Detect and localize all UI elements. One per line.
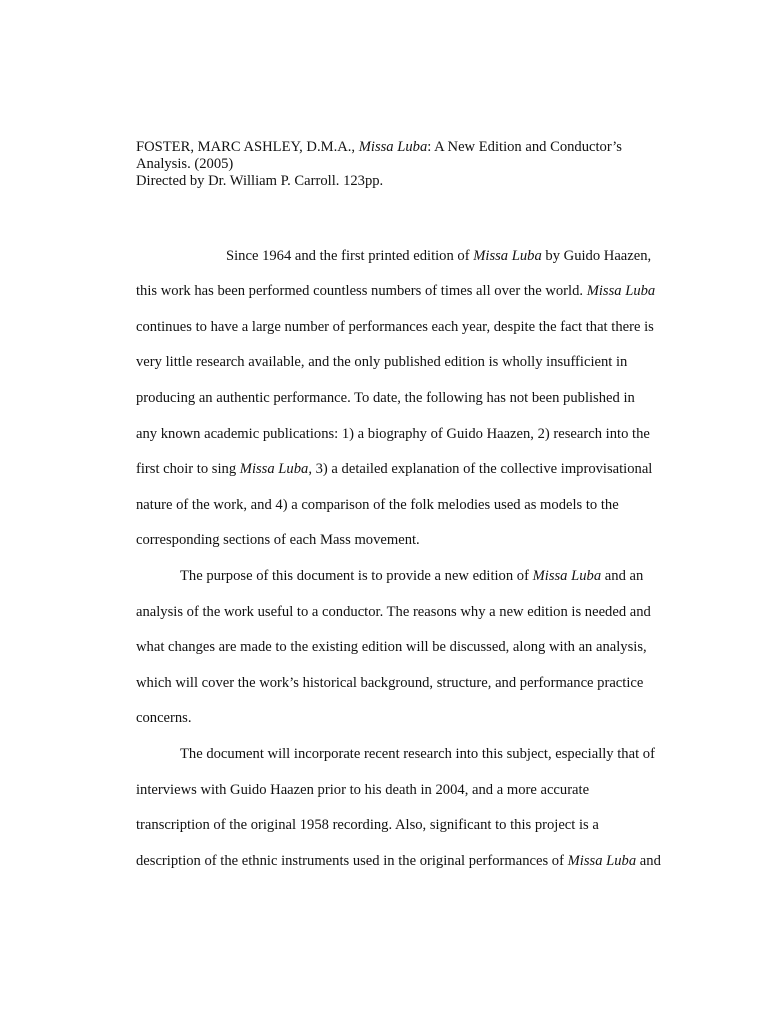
body-line: first choir to sing Missa Luba, 3) a detailed explanation of the collective improvisational xyxy=(136,461,653,477)
body-line: nature of the work, and 4) a comparison of the folk melodies used as models to the xyxy=(136,497,619,513)
body-line: The document will incorporate recent research into this subject, especially that of xyxy=(180,746,655,762)
header-title-italic: Missa Luba xyxy=(358,139,428,155)
body-line: very little research available, and the only published edition is wholly insufficient in xyxy=(136,354,628,370)
body-line: producing an authentic performance. To date, the following has not been published in xyxy=(136,390,635,406)
header-author: FOSTER, MARC ASHLEY, D.M.A., xyxy=(136,139,359,155)
body-line: what changes are made to the existing edition will be discussed, along with an analysis, xyxy=(136,639,647,655)
body-line: description of the ethnic instruments used in the original performances of Missa Luba and xyxy=(136,853,661,869)
body-line: analysis of the work useful to a conductor. The reasons why a new edition is needed and xyxy=(136,604,651,620)
header-title-rest: : A New Edition and Conductor’s xyxy=(427,139,622,155)
body-line: interviews with Guido Haazen prior to his death in 2004, and a more accurate xyxy=(136,782,590,798)
body-line: this work has been performed countless numbers of times all over the world. Missa Luba xyxy=(136,283,656,299)
body-line: transcription of the original 1958 recording. Also, significant to this project is a xyxy=(136,817,599,833)
body-line: corresponding sections of each Mass movement. xyxy=(136,532,420,548)
header-director-line: Directed by Dr. William P. Carroll. 123pp. xyxy=(136,173,384,190)
body-line: concerns. xyxy=(136,710,192,726)
body-line: which will cover the work’s historical background, structure, and performance practice xyxy=(136,675,644,691)
body-line: any known academic publications: 1) a biography of Guido Haazen, 2) research into the xyxy=(136,426,650,442)
body-line: Since 1964 and the first printed edition of Missa Luba by Guido Haazen, xyxy=(226,248,652,264)
body-line: continues to have a large number of performances each year, despite the fact that there is xyxy=(136,319,654,335)
body-line: The purpose of this document is to provide a new edition of Missa Luba and an xyxy=(180,568,644,584)
header-year-line: Analysis. (2005) xyxy=(136,156,234,173)
